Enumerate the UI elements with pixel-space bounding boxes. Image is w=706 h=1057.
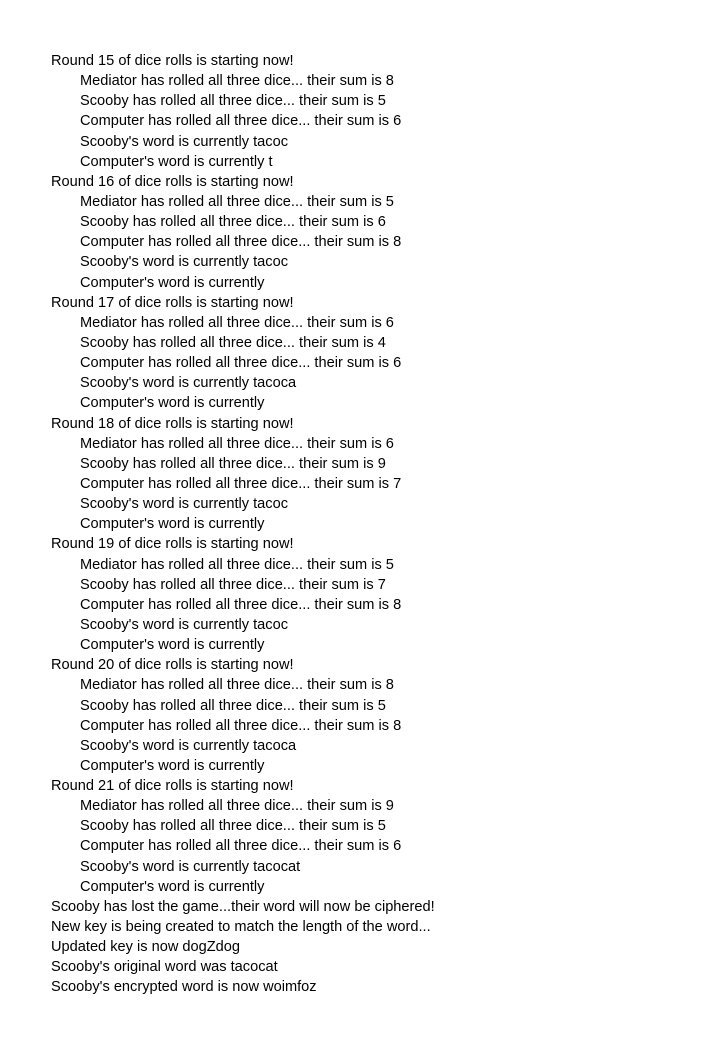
computer-roll-line: Computer has rolled all three dice... their sum is 7: [80, 475, 402, 492]
scooby-roll-line: Scooby has rolled all three dice... their sum is 5: [80, 818, 386, 835]
round-heading: Round 21 of dice rolls is starting now!: [51, 778, 294, 795]
key-creation-line: New key is being created to match the length of the word...: [51, 919, 431, 936]
computer-roll-line: Computer has rolled all three dice... their sum is 6: [80, 113, 402, 130]
game-lost-line: Scooby has lost the game...their word will now be ciphered!: [51, 898, 435, 915]
round-block: [51, 414, 691, 535]
mediator-roll-line: Mediator has rolled all three dice... their sum is 8: [80, 73, 394, 90]
scooby-word-line: Scooby's word is currently tacocat: [80, 858, 301, 875]
computer-word-line: Computer's word is currently t: [80, 153, 273, 170]
scooby-word-line: Scooby's word is currently tacoca: [80, 737, 297, 754]
scooby-roll-line: Scooby has rolled all three dice... their sum is 5: [80, 697, 386, 714]
computer-word-line: Computer's word is currently: [80, 516, 265, 533]
round-block: [51, 293, 691, 414]
round-block: [51, 534, 691, 655]
mediator-roll-line: Mediator has rolled all three dice... their sum is 5: [80, 193, 394, 210]
game-summary: [51, 897, 691, 998]
scooby-roll-line: Scooby has rolled all three dice... their sum is 9: [80, 455, 386, 472]
mediator-roll-line: Mediator has rolled all three dice... their sum is 6: [80, 314, 394, 331]
updated-key-line: Updated key is now dogZdog: [51, 939, 241, 956]
mediator-roll-line: Mediator has rolled all three dice... their sum is 8: [80, 677, 394, 694]
scooby-word-line: Scooby's word is currently tacoc: [80, 133, 288, 150]
round-heading: Round 18 of dice rolls is starting now!: [51, 415, 294, 432]
mediator-roll-line: Mediator has rolled all three dice... their sum is 6: [80, 435, 394, 452]
computer-roll-line: Computer has rolled all three dice... their sum is 8: [80, 717, 402, 734]
round-heading: Round 19 of dice rolls is starting now!: [51, 536, 294, 553]
computer-roll-line: Computer has rolled all three dice... their sum is 6: [80, 838, 402, 855]
computer-word-line: Computer's word is currently: [80, 395, 265, 412]
round-heading: Round 16 of dice rolls is starting now!: [51, 173, 294, 190]
scooby-roll-line: Scooby has rolled all three dice... their sum is 7: [80, 576, 386, 593]
scooby-roll-line: Scooby has rolled all three dice... their sum is 5: [80, 93, 386, 110]
computer-roll-line: Computer has rolled all three dice... their sum is 8: [80, 596, 402, 613]
original-word-line: Scooby's original word was tacocat: [51, 959, 278, 976]
scooby-roll-line: Scooby has rolled all three dice... their sum is 4: [80, 334, 386, 351]
scooby-word-line: Scooby's word is currently tacoc: [80, 254, 288, 271]
round-heading: Round 15 of dice rolls is starting now!: [51, 53, 294, 69]
round-block: [51, 51, 691, 172]
scooby-roll-line: Scooby has rolled all three dice... their sum is 6: [80, 214, 386, 231]
computer-word-line: Computer's word is currently: [80, 878, 265, 895]
round-block: [51, 172, 691, 293]
round-block: [51, 776, 691, 897]
round-block: [51, 655, 691, 776]
mediator-roll-line: Mediator has rolled all three dice... their sum is 9: [80, 798, 394, 815]
computer-word-line: Computer's word is currently: [80, 757, 265, 774]
console-log: [51, 51, 691, 998]
computer-roll-line: Computer has rolled all three dice... their sum is 6: [80, 355, 402, 372]
scooby-word-line: Scooby's word is currently tacoc: [80, 496, 288, 513]
computer-roll-line: Computer has rolled all three dice... their sum is 8: [80, 234, 402, 251]
round-heading: Round 17 of dice rolls is starting now!: [51, 294, 294, 311]
scooby-word-line: Scooby's word is currently tacoca: [80, 375, 297, 392]
scooby-word-line: Scooby's word is currently tacoc: [80, 616, 288, 633]
encrypted-word-line: Scooby's encrypted word is now woimfoz: [51, 979, 317, 996]
computer-word-line: Computer's word is currently: [80, 274, 265, 291]
round-heading: Round 20 of dice rolls is starting now!: [51, 657, 294, 674]
mediator-roll-line: Mediator has rolled all three dice... their sum is 5: [80, 556, 394, 573]
computer-word-line: Computer's word is currently: [80, 637, 265, 654]
